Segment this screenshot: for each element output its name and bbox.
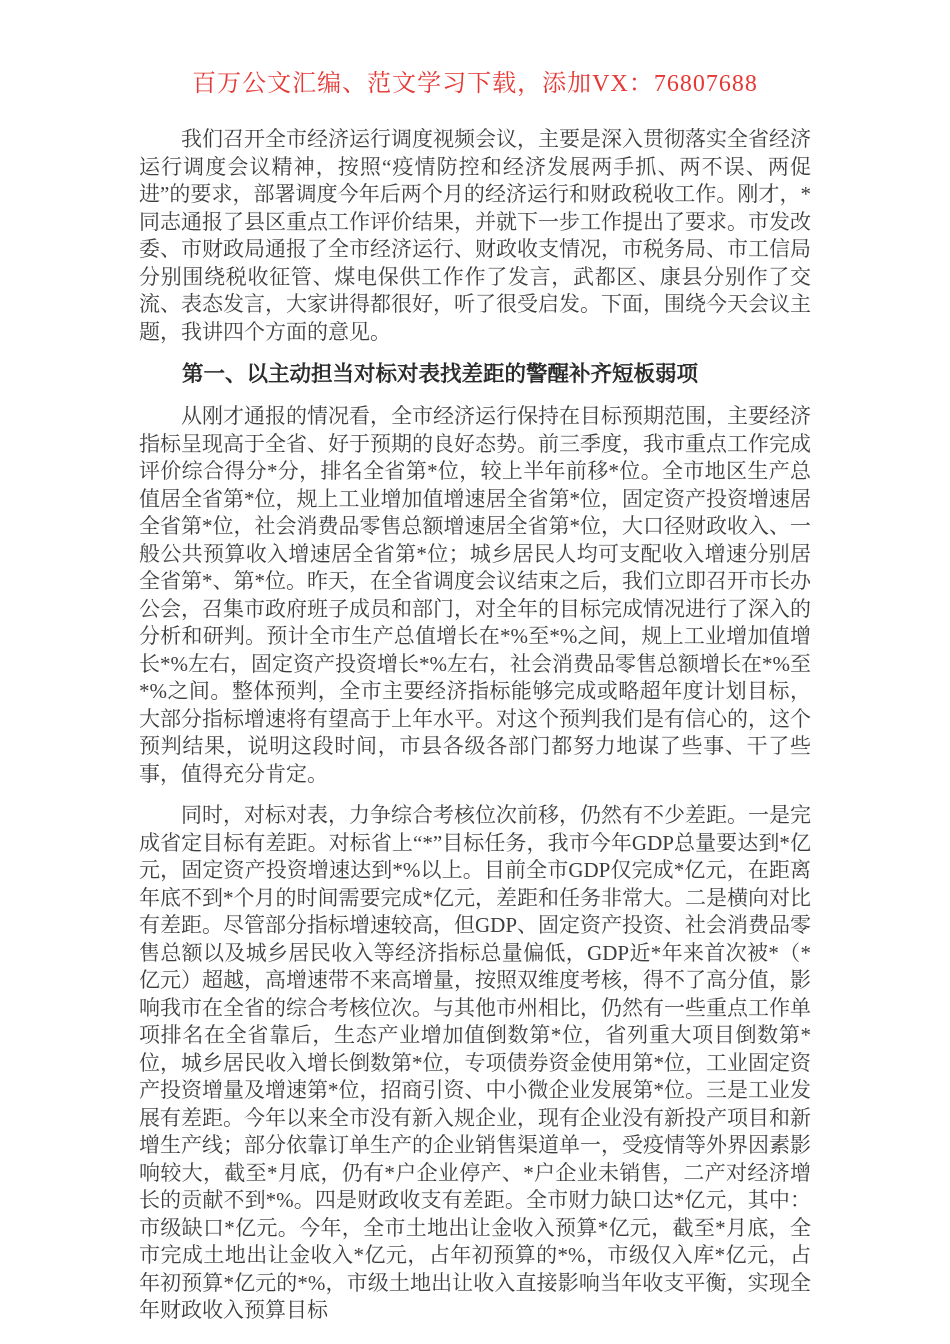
paragraph-achievements: 从刚才通报的情况看，全市经济运行保持在目标预期范围，主要经济指标呈现高于全省、好于预期的良好态势。前三季度，我市重点工作完成评价综合得分*分，排名全省第*位，较上半年前移*位。全市地区生产总值居全省第*位，规上工业增加值增速居全省第*位，固定资产投资增速居全省第*位，社会消费品零售总额增速居全省第*位，大口径财政收入、一般公共预算收入增速居全省第*位；城乡居民人均可支配收入增速分别居全省第*、第*位。昨天，在全省调度会议结束之后，我们立即召开市长办公会，召集市政府班子成员和部门，对全年的目标完成情况进行了深入的分析和研判。预计全市生产总值增长在*%至*%之间，规上工业增加值增长*%左右，固定资产投资增长*%左右，社会消费品零售总额增长在*%至*%之间。整体预判，全市主要经济指标能够完成或略超年度计划目标，大部分指标增速将有望高于上年水平。对这个预判我们是有信心的，这个预判结果，说明这段时间，市县各级各部门都努力地谋了些事、干了些事，值得充分肯定。	[139, 404, 811, 786]
paragraph-intro: 我们召开全市经济运行调度视频会议，主要是深入贯彻落实全省经济运行调度会议精神，按照“疫情防控和经济发展两手抓、两不误、两促进”的要求，部署调度今年后两个月的经济运行和财政税收工作。刚才，*同志通报了县区重点工作评价结果，并就下一步工作提出了要求。市发改委、市财政局通报了全市经济运行、财政收支情况，市税务局、市工信局分别围绕税收征管、煤电保供工作作了发言，武都区、康县分别作了交流、表态发言，大家讲得都很好，听了很受启发。下面，围绕今天会议主题，我讲四个方面的意见。	[139, 127, 811, 344]
paragraph-gaps: 同时，对标对表，力争综合考核位次前移，仍然有不少差距。一是完成省定目标有差距。对标省上“*”目标任务，我市今年GDP总量要达到*亿元，固定资产投资增速达到*%以上。目前全市GDP仅完成*亿元，在距离年底不到*个月的时间需要完成*亿元，差距和任务非常大。二是横向对比有差距。尽管部分指标增速较高，但GDP、固定资产投资、社会消费品零售总额以及城乡居民收入等经济指标总量偏低，GDP近*年来首次被*（*亿元）超越，高增速带不来高增量，按照双维度考核，得不了高分值，影响我市在全省的综合考核位次。与其他市州相比，仍然有一些重点工作单项排名在全省靠后，生态产业增加值倒数第*位，省列重大项目倒数第*位，城乡居民收入增长倒数第*位，专项债券资金使用第*位，工业固定资产投资增量及增速第*位，招商引资、中小微企业发展第*位。三是工业发展有差距。今年以来全市没有新入规企业，现有企业没有新投产项目和新增生产线；部分依靠订单生产的企业销售渠道单一，受疫情等外界因素影响较大，截至*月底，仍有*户企业停产、*户企业未销售，二产对经济增长的贡献不到*%。四是财政收支有差距。全市财力缺口达*亿元，其中：市级缺口*亿元。今年，全市土地出让金收入预算*亿元，截至*月底，全市完成土地出让金收入*亿元，占年初预算的*%，市级仅入库*亿元，占年初预算*亿元的*%，市级土地出让收入直接影响当年收支平衡，实现全年财政收入预算目标	[139, 803, 812, 1322]
section-heading-1: 第一、以主动担当对标对表找差距的警醒补齐短板弱项	[182, 362, 699, 386]
document-body	[139, 126, 811, 1325]
promo-banner: 百万公文汇编、范文学习下载，添加VX：76807688	[192, 71, 758, 97]
